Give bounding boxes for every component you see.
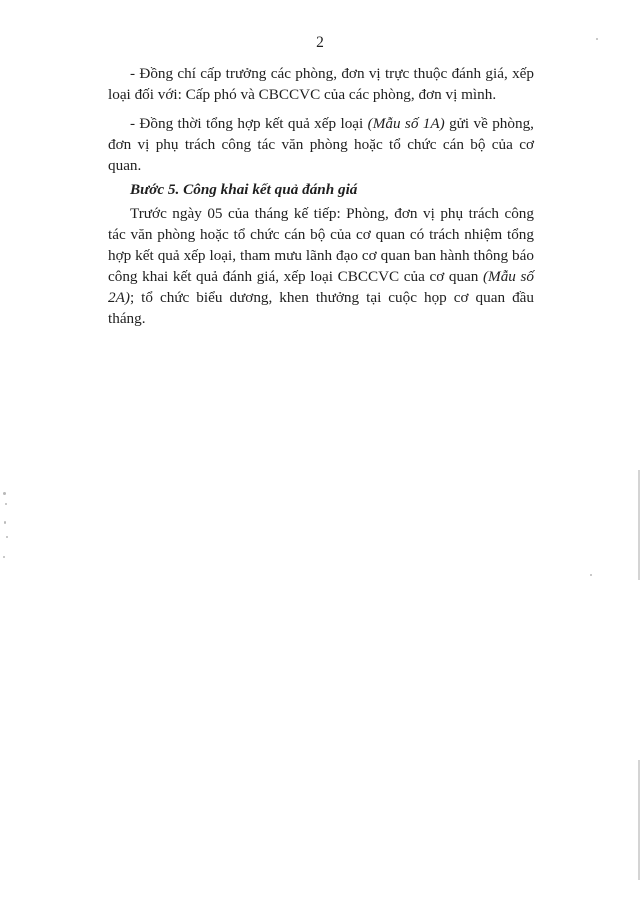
page-number: 2 [316,34,324,51]
scan-speck [3,556,5,558]
form-reference-2a: (Mẫu số 2A) [108,268,535,306]
document-body [108,63,534,337]
paragraph-text: - Đồng thời tổng hợp kết quả xếp loại [130,115,368,132]
scan-speck [4,521,6,524]
scan-speck [6,536,8,538]
paragraph-text: ; tổ chức biểu dương, khen thưởng tại cuộc họp cơ quan đầu tháng. [108,289,534,327]
form-reference-1a: (Mẫu số 1A) [367,115,445,132]
paragraph-text: gửi về phòng, đơn vị phụ trách công tác văn phòng hoặc tổ chức cán bộ của cơ quan. [108,115,534,174]
paragraph-evaluation-deputies [108,63,534,105]
scan-speck [590,574,592,576]
step-5-heading: Bước 5. Công khai kết quả đánh giá [130,181,358,198]
scan-speck [5,503,7,505]
paragraph-text: - Đồng chí cấp trưởng các phòng, đơn vị trực thuộc đánh giá, xếp loại đối với: Cấp phó và CBCCVC của các phòng, đơn vị mình. [108,65,534,103]
scan-speck [596,38,598,40]
paragraph-publish-results [108,203,534,329]
scan-speck [3,492,6,495]
paragraph-text: Trước ngày 05 của tháng kế tiếp: Phòng, đơn vị phụ trách công tác văn phòng hoặc tổ chức cán bộ của cơ quan có trách nhiệm tổng hợp kết quả xếp loại, tham mưu lãnh đạo cơ quan ban hành thông báo công khai kết quả đánh giá, xếp loại CBCCVC của cơ quan [108,205,534,285]
paragraph-summary-results [108,113,534,176]
